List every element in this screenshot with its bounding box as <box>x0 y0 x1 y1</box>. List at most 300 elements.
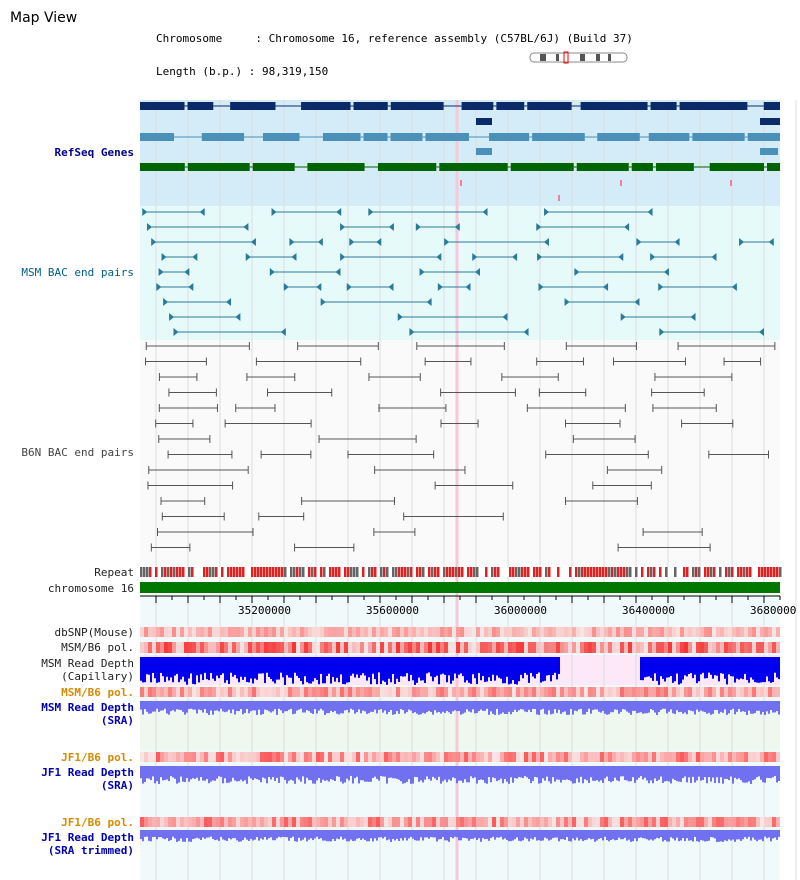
repeat-segment <box>653 567 656 577</box>
read-depth-bar <box>440 701 442 714</box>
read-depth-bar <box>696 701 698 710</box>
polymorphism-cell <box>408 817 412 827</box>
read-depth-bar <box>260 657 262 674</box>
repeat-segment <box>218 567 221 577</box>
polymorphism-cell <box>296 642 300 653</box>
read-depth-bar <box>490 657 492 681</box>
read-depth-bar <box>442 657 444 674</box>
polymorphism-cell <box>456 817 460 827</box>
read-depth-bar <box>576 701 578 711</box>
polymorphism-cell <box>372 687 376 697</box>
read-depth-bar <box>358 830 360 838</box>
ideogram-band <box>608 54 611 61</box>
read-depth-bar <box>488 657 490 677</box>
read-depth-bar <box>742 766 744 782</box>
read-depth-bar <box>220 657 222 675</box>
read-depth-bar <box>346 766 348 779</box>
polymorphism-cell <box>144 642 148 653</box>
polymorphism-cell <box>500 687 504 697</box>
read-depth-bar <box>340 766 342 782</box>
polymorphism-cell <box>760 817 764 827</box>
polymorphism-cell <box>140 687 144 697</box>
polymorphism-cell <box>444 642 448 653</box>
polymorphism-cell <box>636 642 640 653</box>
read-depth-bar <box>224 766 226 778</box>
polymorphism-cell <box>512 642 516 653</box>
polymorphism-cell <box>588 687 592 697</box>
read-depth-bar <box>156 657 158 683</box>
read-depth-bar <box>264 701 266 710</box>
read-depth-bar <box>592 830 594 839</box>
polymorphism-cell <box>628 627 632 637</box>
read-depth-bar <box>746 701 748 715</box>
polymorphism-cell <box>616 687 620 697</box>
read-depth-bar <box>664 657 666 681</box>
polymorphism-cell <box>684 642 688 653</box>
read-depth-bar <box>516 766 518 779</box>
polymorphism-cell <box>748 627 752 637</box>
polymorphism-cell <box>564 817 568 827</box>
read-depth-bar <box>210 701 212 711</box>
polymorphism-cell <box>468 817 472 827</box>
read-depth-bar <box>480 701 482 710</box>
polymorphism-cell <box>448 627 452 637</box>
repeat-segment <box>638 567 641 577</box>
polymorphism-cell <box>356 687 360 697</box>
polymorphism-cell <box>736 687 740 697</box>
read-depth-bar <box>368 766 370 782</box>
read-depth-bar <box>510 701 512 714</box>
read-depth-bar <box>226 766 228 783</box>
polymorphism-cell <box>756 627 760 637</box>
repeat-segment <box>737 567 740 577</box>
polymorphism-cell <box>444 752 448 762</box>
read-depth-bar <box>174 766 176 779</box>
read-depth-bar <box>698 766 700 777</box>
polymorphism-cell <box>288 627 292 637</box>
read-depth-bar <box>356 657 358 674</box>
read-depth-bar <box>466 766 468 782</box>
repeat-segment <box>695 567 698 577</box>
polymorphism-cell <box>540 687 544 697</box>
read-depth-bar <box>230 657 232 673</box>
polymorphism-cell <box>276 687 280 697</box>
read-depth-bar <box>210 766 212 782</box>
read-depth-bar <box>364 657 366 675</box>
read-depth-bar <box>644 657 646 677</box>
polymorphism-cell <box>536 752 540 762</box>
read-depth-bar <box>496 657 498 675</box>
read-depth-bar <box>750 766 752 784</box>
read-depth-bar <box>242 830 244 840</box>
polymorphism-cell <box>140 642 144 653</box>
read-depth-bar <box>168 701 170 715</box>
polymorphism-cell <box>628 817 632 827</box>
read-depth-bar <box>748 657 750 683</box>
polymorphism-cell <box>292 642 296 653</box>
polymorphism-cell <box>768 627 772 637</box>
polymorphism-cell <box>680 752 684 762</box>
repeat-segment <box>302 567 305 577</box>
read-depth-bar <box>444 830 446 840</box>
read-depth-bar <box>300 766 302 782</box>
read-depth-bar <box>398 830 400 841</box>
polymorphism-cell <box>152 687 156 697</box>
gene-exon-block <box>748 133 780 141</box>
polymorphism-cell <box>740 642 744 653</box>
read-depth-bar <box>158 701 160 712</box>
read-depth-bar <box>274 657 276 683</box>
repeat-segment <box>146 567 149 577</box>
polymorphism-cell <box>144 752 148 762</box>
read-depth-bar <box>748 701 750 711</box>
read-depth-bar <box>294 830 296 841</box>
read-depth-bar <box>330 766 332 779</box>
polymorphism-cell <box>592 817 596 827</box>
polymorphism-cell <box>548 817 552 827</box>
read-depth-bar <box>428 766 430 779</box>
read-depth-bar <box>302 701 304 712</box>
polymorphism-cell <box>596 642 600 653</box>
read-depth-bar <box>364 701 366 711</box>
read-depth-bar <box>722 766 724 784</box>
read-depth-bar <box>580 830 582 839</box>
polymorphism-cell <box>424 752 428 762</box>
read-depth-bar <box>182 657 184 677</box>
read-depth-bar <box>242 766 244 781</box>
polymorphism-cell <box>644 627 648 637</box>
polymorphism-cell <box>496 687 500 697</box>
read-depth-bar <box>706 657 708 678</box>
polymorphism-cell <box>424 687 428 697</box>
read-depth-bar <box>364 830 366 840</box>
polymorphism-cell <box>176 642 180 653</box>
polymorphism-cell <box>528 687 532 697</box>
read-depth-bar <box>280 766 282 777</box>
polymorphism-cell <box>300 642 304 653</box>
read-depth-bar <box>212 657 214 679</box>
read-depth-bar <box>586 830 588 840</box>
read-depth-bar <box>470 766 472 776</box>
read-depth-bar <box>200 701 202 710</box>
polymorphism-cell <box>624 752 628 762</box>
read-depth-bar <box>228 830 230 838</box>
read-depth-bar <box>408 830 410 838</box>
polymorphism-cell <box>696 687 700 697</box>
polymorphism-cell <box>456 627 460 637</box>
polymorphism-cell <box>260 627 264 637</box>
polymorphism-cell <box>560 687 564 697</box>
read-depth-bar <box>656 766 658 781</box>
polymorphism-cell <box>288 817 292 827</box>
polymorphism-cell <box>220 687 224 697</box>
read-depth-bar <box>536 657 538 674</box>
polymorphism-cell <box>632 687 636 697</box>
polymorphism-cell <box>452 817 456 827</box>
read-depth-bar <box>326 830 328 841</box>
polymorphism-cell <box>520 687 524 697</box>
read-depth-bar <box>262 657 264 673</box>
repeat-segment <box>356 567 359 577</box>
polymorphism-cell <box>192 817 196 827</box>
polymorphism-cell <box>776 752 780 762</box>
read-depth-bar <box>318 701 320 711</box>
polymorphism-cell <box>444 627 448 637</box>
read-depth-bar <box>624 701 626 710</box>
read-depth-bar <box>548 657 550 675</box>
polymorphism-cell <box>400 817 404 827</box>
read-depth-bar <box>210 830 212 837</box>
read-depth-bar <box>376 766 378 779</box>
polymorphism-cell <box>432 752 436 762</box>
repeat-segment <box>524 567 527 577</box>
polymorphism-cell <box>148 642 152 653</box>
read-depth-bar <box>452 701 454 711</box>
read-depth-bar <box>438 701 440 712</box>
read-depth-bar <box>332 701 334 712</box>
polymorphism-cell <box>632 817 636 827</box>
polymorphism-cell <box>648 642 652 653</box>
read-depth-bar <box>324 701 326 715</box>
polymorphism-cell <box>360 627 364 637</box>
polymorphism-cell <box>688 642 692 653</box>
read-depth-bar <box>744 657 746 674</box>
read-depth-bar <box>362 657 364 673</box>
read-depth-bar <box>216 766 218 779</box>
polymorphism-cell <box>224 687 228 697</box>
polymorphism-cell <box>712 752 716 762</box>
polymorphism-cell <box>700 642 704 653</box>
polymorphism-cell <box>364 817 368 827</box>
read-depth-bar <box>192 766 194 778</box>
polymorphism-cell <box>248 752 252 762</box>
repeat-segment <box>632 567 635 577</box>
read-depth-bar <box>270 830 272 837</box>
read-depth-bar <box>344 766 346 782</box>
polymorphism-cell <box>408 687 412 697</box>
read-depth-bar <box>480 657 482 680</box>
read-depth-bar <box>714 830 716 838</box>
polymorphism-cell <box>688 687 692 697</box>
polymorphism-cell <box>180 687 184 697</box>
read-depth-bar <box>266 830 268 840</box>
read-depth-bar <box>152 766 154 776</box>
read-depth-bar <box>372 830 374 841</box>
repeat-segment <box>161 567 164 577</box>
polymorphism-cell <box>760 642 764 653</box>
read-depth-bar <box>740 830 742 841</box>
read-depth-bar <box>422 766 424 782</box>
read-depth-bar <box>670 657 672 676</box>
read-depth-bar <box>200 657 202 674</box>
read-depth-bar <box>216 701 218 710</box>
polymorphism-cell <box>432 627 436 637</box>
repeat-segment <box>572 567 575 577</box>
read-depth-bar <box>752 701 754 714</box>
polymorphism-cell <box>728 817 732 827</box>
polymorphism-cell <box>296 817 300 827</box>
read-depth-bar <box>712 657 714 679</box>
read-depth-bar <box>266 657 268 673</box>
polymorphism-cell <box>688 627 692 637</box>
repeat-segment <box>236 567 239 577</box>
polymorphism-cell <box>412 817 416 827</box>
polymorphism-cell <box>420 687 424 697</box>
polymorphism-cell <box>508 642 512 653</box>
polymorphism-cell <box>428 752 432 762</box>
gene-exon-block <box>140 133 174 141</box>
polymorphism-cell <box>320 642 324 653</box>
polymorphism-cell <box>692 817 696 827</box>
read-depth-bar <box>474 657 476 678</box>
read-depth-bar <box>276 766 278 778</box>
polymorphism-cell <box>712 642 716 653</box>
read-depth-bar <box>664 701 666 709</box>
repeat-segment <box>287 567 290 577</box>
polymorphism-cell <box>652 752 656 762</box>
polymorphism-cell <box>704 687 708 697</box>
read-depth-bar <box>588 830 590 838</box>
axis-tick-label: 36000000 <box>494 604 547 617</box>
polymorphism-cell <box>328 687 332 697</box>
read-depth-bar <box>488 766 490 777</box>
read-depth-bar <box>374 766 376 777</box>
read-depth-bar <box>188 701 190 709</box>
read-depth-bar <box>774 830 776 838</box>
read-depth-bar <box>666 766 668 781</box>
read-depth-bar <box>224 830 226 840</box>
polymorphism-cell <box>340 687 344 697</box>
polymorphism-cell <box>576 687 580 697</box>
read-depth-bar <box>776 766 778 783</box>
gene-exon-block <box>680 102 748 110</box>
read-depth-bar <box>442 701 444 712</box>
read-depth-bar <box>232 830 234 838</box>
read-depth-bar <box>530 701 532 712</box>
read-depth-bar <box>470 701 472 712</box>
read-depth-bar <box>766 701 768 711</box>
repeat-segment <box>650 567 653 577</box>
read-depth-bar <box>196 701 198 713</box>
polymorphism-cell <box>404 687 408 697</box>
read-depth-bar <box>624 830 626 838</box>
read-depth-bar <box>608 830 610 841</box>
read-depth-bar <box>578 766 580 782</box>
polymorphism-cell <box>264 627 268 637</box>
polymorphism-cell <box>740 817 744 827</box>
read-depth-bar <box>212 830 214 839</box>
read-depth-bar <box>744 830 746 837</box>
read-depth-bar <box>250 657 252 679</box>
read-depth-bar <box>602 766 604 783</box>
read-depth-bar <box>718 657 720 681</box>
polymorphism-cell <box>184 687 188 697</box>
read-depth-bar <box>632 766 634 777</box>
polymorphism-cell <box>356 642 360 653</box>
read-depth-bar <box>382 830 384 838</box>
repeat-segment <box>716 567 719 577</box>
read-depth-bar <box>660 657 662 676</box>
read-depth-bar <box>382 701 384 713</box>
polymorphism-cell <box>348 642 352 653</box>
repeat-segment <box>260 567 263 577</box>
read-depth-bar <box>310 766 312 780</box>
polymorphism-cell <box>156 687 160 697</box>
polymorphism-cell <box>364 687 368 697</box>
read-depth-bar <box>658 830 660 838</box>
polymorphism-cell <box>344 627 348 637</box>
read-depth-bar <box>542 830 544 840</box>
read-depth-bar <box>628 766 630 781</box>
repeat-segment <box>209 567 212 577</box>
polymorphism-cell <box>172 642 176 653</box>
read-depth-bar <box>464 766 466 779</box>
read-depth-bar <box>638 701 640 713</box>
polymorphism-cell <box>420 642 424 653</box>
read-depth-bar <box>476 766 478 784</box>
read-depth-bar <box>202 830 204 837</box>
read-depth-bar <box>726 701 728 715</box>
repeat-segment <box>197 567 200 577</box>
read-depth-bar <box>246 657 248 682</box>
read-depth-bar <box>746 830 748 839</box>
repeat-segment <box>497 567 500 577</box>
read-depth-bar <box>278 701 280 709</box>
repeat-segment <box>629 567 632 577</box>
polymorphism-cell <box>724 752 728 762</box>
polymorphism-cell <box>248 642 252 653</box>
repeat-segment <box>443 567 446 577</box>
repeat-segment <box>707 567 710 577</box>
polymorphism-cell <box>340 627 344 637</box>
polymorphism-cell <box>420 627 424 637</box>
repeat-segment <box>677 567 680 577</box>
polymorphism-cell <box>616 627 620 637</box>
read-depth-bar <box>530 766 532 783</box>
read-depth-bar <box>508 657 510 684</box>
polymorphism-cell <box>172 752 176 762</box>
polymorphism-cell <box>244 687 248 697</box>
read-depth-bar <box>398 766 400 780</box>
polymorphism-cell <box>240 642 244 653</box>
read-depth-bar <box>148 701 150 714</box>
repeat-segment <box>401 567 404 577</box>
read-depth-bar <box>476 701 478 713</box>
repeat-segment <box>167 567 170 577</box>
polymorphism-cell <box>744 627 748 637</box>
polymorphism-cell <box>204 687 208 697</box>
read-depth-bar <box>522 766 524 778</box>
read-depth-bar <box>336 701 338 714</box>
polymorphism-cell <box>544 627 548 637</box>
polymorphism-cell <box>292 687 296 697</box>
read-depth-bar <box>352 830 354 841</box>
polymorphism-cell <box>140 752 144 762</box>
repeat-segment <box>611 567 614 577</box>
polymorphism-cell <box>752 627 756 637</box>
repeat-segment <box>626 567 629 577</box>
read-depth-bar <box>468 830 470 841</box>
read-depth-bar <box>538 657 540 673</box>
read-depth-bar <box>408 766 410 779</box>
polymorphism-cell <box>216 642 220 653</box>
read-depth-bar <box>142 766 144 784</box>
polymorphism-cell <box>732 817 736 827</box>
polymorphism-cell <box>760 687 764 697</box>
read-depth-bar <box>280 657 282 673</box>
read-depth-bar <box>310 657 312 684</box>
read-depth-bar <box>486 830 488 839</box>
